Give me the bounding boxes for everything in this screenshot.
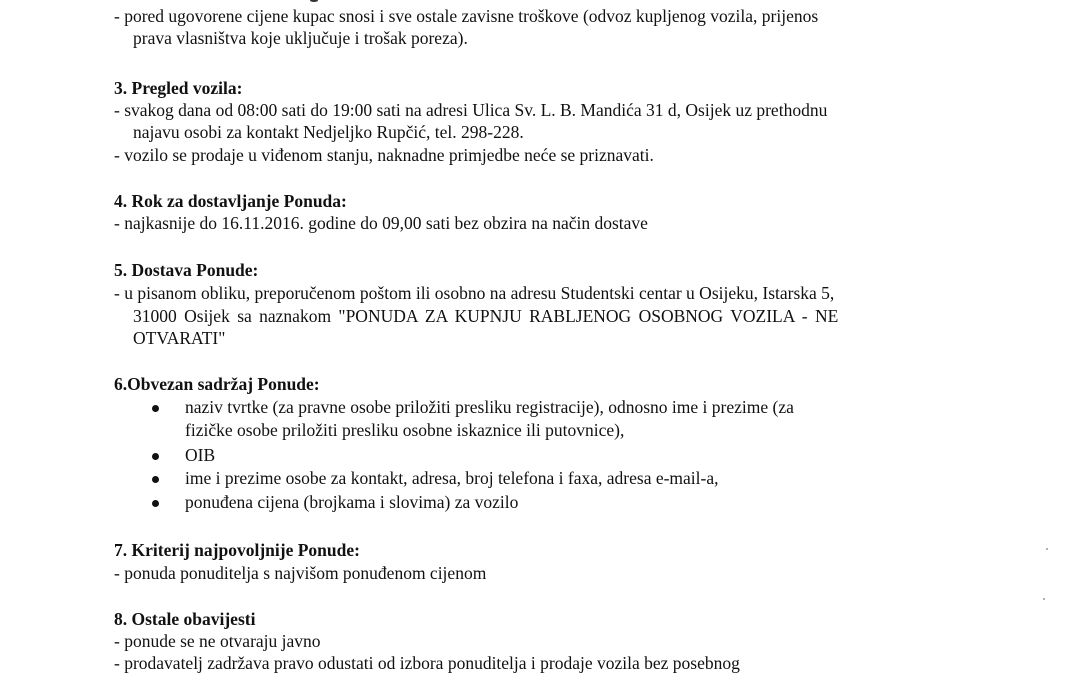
scan-speck	[1043, 598, 1045, 600]
bullet-icon	[152, 453, 159, 460]
section-6-bullet-4: ponuđena cijena (brojkama i slovima) za vozilo	[185, 492, 519, 512]
section-5-line-3: OTVARATI"	[133, 328, 226, 348]
section-3-line-3: - vozilo se prodaje u viđenom stanju, naknadne primjedbe neće se priznavati.	[114, 145, 654, 165]
section-4-line-1: - najkasnije do 16.11.2016. godine do 09,00 sati bez obzira na način dostave	[114, 213, 648, 233]
section-8-heading: 8. Ostale obavijesti	[114, 609, 256, 629]
scan-speck	[1046, 548, 1048, 550]
bullet-icon	[152, 476, 159, 483]
scan-speck	[310, 0, 318, 2]
section-5-line-2: 31000 Osijek sa naznakom "PONUDA ZA KUPNJU RABLJENOG OSOBNOG VOZILA - NE	[133, 306, 839, 326]
section-6-bullet-1-line-1: naziv tvrtke (za pravne osobe priložiti presliku registracije), odnosno ime i prezime (za	[185, 397, 794, 417]
section-3-heading: 3. Pregled vozila:	[114, 78, 243, 98]
section-5-line-1: - u pisanom obliku, preporučenom poštom ili osobno na adresu Studentski centar u Osijeku, Istarska 5,	[114, 283, 835, 303]
section-2-line-1: - pored ugovorene cijene kupac snosi i sve ostale zavisne troškove (odvoz kupljenog vozila, prijenos	[114, 6, 819, 26]
section-5-heading: 5. Dostava Ponude:	[114, 260, 259, 280]
bullet-icon	[152, 405, 159, 412]
section-2-line-2: prava vlasništva koje uključuje i trošak poreza).	[133, 28, 468, 48]
section-6-bullet-3: ime i prezime osobe za kontakt, adresa, broj telefona i faxa, adresa e-mail-a,	[185, 468, 719, 488]
section-8-line-2: - prodavatelj zadržava pravo odustati od izbora ponuditelja i prodaje vozila bez posebnog	[114, 653, 740, 673]
section-3-line-2: najavu osobi za kontakt Nedjeljko Rupčić, tel. 298-228.	[133, 122, 524, 142]
section-6-bullet-2: OIB	[185, 445, 216, 465]
section-6-heading: 6.Obvezan sadržaj Ponude:	[114, 374, 320, 394]
bullet-icon	[152, 500, 159, 507]
section-7-heading: 7. Kriterij najpovoljnije Ponude:	[114, 540, 360, 560]
section-7-line-1: - ponuda ponuditelja s najvišom ponuđenom cijenom	[114, 563, 487, 583]
section-3-line-1: - svakog dana od 08:00 sati do 19:00 sati na adresi Ulica Sv. L. B. Mandića 31 d, Osijek uz prethodnu	[114, 100, 828, 120]
section-8-line-1: - ponude se ne otvaraju javno	[114, 631, 321, 651]
section-4-heading: 4. Rok za dostavljanje Ponuda:	[114, 191, 347, 211]
section-6-bullet-1-line-2: fizičke osobe priložiti presliku osobne iskaznice ili putovnice),	[185, 420, 625, 440]
